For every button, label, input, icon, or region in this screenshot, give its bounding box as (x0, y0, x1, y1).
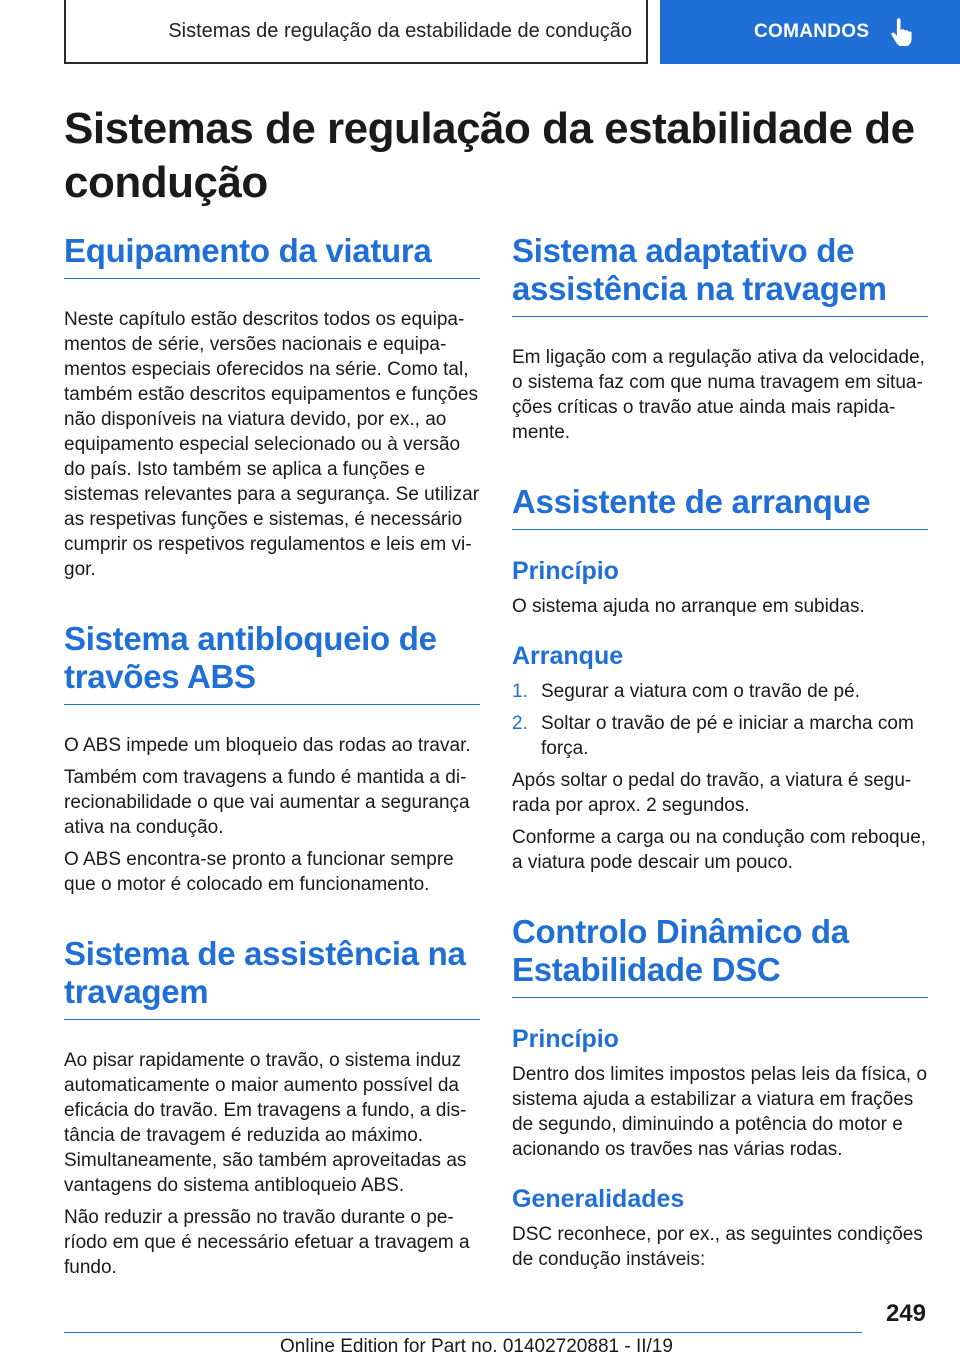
step-number: 2. (512, 713, 528, 734)
footer-text: Online Edition for Part no. 01402720881 - II/19 (280, 1336, 673, 1357)
section-heading-abs: Sistema antibloqueio de travões ABS (64, 620, 480, 705)
subheading-arranque: Arranque (512, 642, 624, 670)
header-chapter-label: COMANDOS (754, 21, 870, 42)
section-heading-dsc: Controlo Dinâmico da Estabilidade DSC (512, 913, 928, 998)
page-title: Sistemas de regulação da estabilidade de condução (64, 104, 915, 207)
steps-list (512, 679, 928, 761)
paragraph: O sistema ajuda no arranque em subidas. (512, 596, 865, 617)
right-column (512, 232, 928, 1272)
step-text: Soltar o travão de pé e iniciar a marcha com força. (541, 713, 914, 759)
page-number: 249 (885, 1300, 926, 1327)
paragraph: Conforme a carga ou na condução com reboque, a viatura pode descair um pouco. (512, 827, 927, 873)
list-item (512, 679, 928, 704)
paragraph: Neste capítulo estão descritos todos os equipamentos de série, versões nacionais e equipamentos especiais oferecidos na série. Como tal, também estão descritos equipamentos e funções não disponíveis na viatura devido, por ex., ao equipamento especial selecionado ou à versão do país. Isto também se aplica a funções e sistemas relevantes para a segurança. Se utilizar as respetivas funções e sistemas, é necessário cumprir os respetivos regulamentos e leis em vigor. (64, 309, 480, 580)
paragraph: Não reduzir a pressão no travão durante o período em que é necessário efetuar a travagem a fundo. (64, 1207, 470, 1278)
list-item (512, 711, 928, 761)
header-chapter-tab[interactable] (660, 0, 960, 64)
left-column (64, 232, 480, 1280)
paragraph: Também com travagens a fundo é mantida a direcionabilidade o que vai aumentar a segurança ativa na condução. (64, 767, 470, 838)
pointing-hand-icon (889, 17, 915, 47)
section-heading-adaptativo: Sistema adaptativo de assistência na travagem (512, 232, 928, 317)
section-heading-assistencia-travagem: Sistema de assistência na travagem (64, 935, 480, 1020)
footer-divider (64, 1332, 862, 1333)
paragraph: Ao pisar rapidamente o travão, o sistema induz automaticamente o maior aumento possível da eficácia do travão. Em travagens a fundo, a distância de travagem é reduzida ao máximo. Simultaneamente, são também aproveitadas as vantagens do sistema antibloqueio ABS. (64, 1050, 467, 1196)
header-section-title (64, 0, 648, 64)
section-heading-assistente-arranque: Assistente de arranque (512, 483, 928, 530)
subheading-principio: Princípio (512, 1025, 619, 1053)
step-number: 1. (512, 681, 528, 702)
step-text: Segurar a viatura com o travão de pé. (541, 681, 860, 702)
section-heading-equipamento: Equipamento da viatura (64, 232, 480, 279)
subheading-generalidades: Generalidades (512, 1185, 685, 1213)
paragraph: O ABS encontra-se pronto a funcionar sempre que o motor é colocado em funcionamento. (64, 849, 454, 895)
paragraph: Dentro dos limites impostos pelas leis da física, o sistema ajuda a estabilizar a viatura em frações de segundo, diminuindo a potência do motor e acionando os travões nas várias rodas. (512, 1064, 928, 1160)
header-section-title-text: Sistemas de regulação da estabilidade de condução (168, 19, 632, 42)
paragraph: Após soltar o pedal do travão, a viatura é segurada por aprox. 2 segundos. (512, 770, 912, 816)
paragraph: DSC reconhece, por ex., as seguintes condições de condução instáveis: (512, 1224, 923, 1270)
paragraph: Em ligação com a regulação ativa da velocidade, o sistema faz com que numa travagem em situações críticas o travão atue ainda mais rapidamente. (512, 347, 925, 443)
paragraph: O ABS impede um bloqueio das rodas ao travar. (64, 735, 471, 756)
subheading-principio: Princípio (512, 557, 619, 585)
